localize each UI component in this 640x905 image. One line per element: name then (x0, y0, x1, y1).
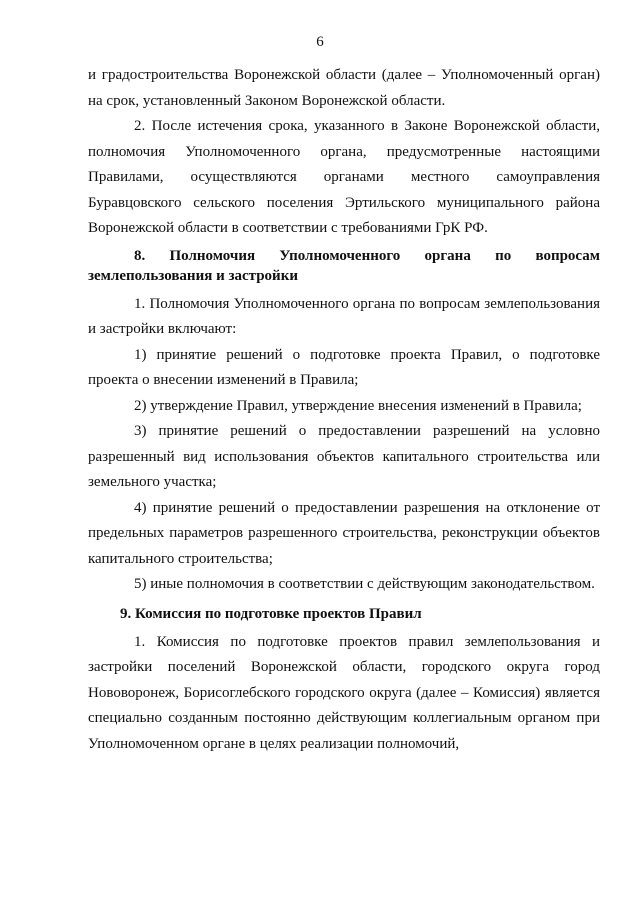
list-item-4: 4) принятие решений о предоставлении разрешения на отклонение от предельных параметров разрешенного строительства, реконструкции объектов капитального строительства; (88, 499, 600, 567)
list-item-3: 3) принятие решений о предоставлении разрешений на условно разрешенный вид использования объектов капитального строительства или земельного участка; (88, 423, 600, 490)
list-item-2: 2) утверждение Правил, утверждение внесения изменений в Правила; (134, 397, 582, 414)
list-item-5: 5) иные полномочия в соответствии с действующим законодательством. (134, 576, 595, 592)
paragraph-item-1: 1. Полномочия Уполномоченного органа по вопросам землепользования и застройки включают: (88, 295, 600, 337)
paragraph-commission: 1. Комиссия по подготовке проектов правил землепользования и застройки поселений Воронежской области, городского округа город Нововоронеж, Борисоглебского городского округа (далее – Комиссия) является специально созданным постоянно действующим коллегиальным органом при Уполномоченном органе в целях реализации полномочий, (88, 633, 600, 752)
document-body (88, 63, 600, 757)
paragraph-continuation: и градостроительства Воронежской области (далее – Уполномоченный орган) на срок, установленный Законом Воронежской области. (88, 67, 600, 109)
section-heading-9: 9. Комиссия по подготовке проектов Правил (120, 605, 422, 622)
section-heading-8: 8. Полномочия Уполномоченного органа по вопросам землепользования и застройки (88, 247, 600, 284)
page-number: 6 (316, 34, 324, 50)
list-item-1: 1) принятие решений о подготовке проекта Правил, о подготовке проекта о внесении изменений в Правила; (88, 346, 600, 388)
paragraph-item-2: 2. После истечения срока, указанного в Законе Воронежской области, полномочия Уполномоченного органа, предусмотренные настоящими Правилами, осуществляются органами местного самоуправления Буравцовского сельского поселения Эртильского муниципального района Воронежской области в соответствии с требованиями ГрК РФ. (88, 118, 600, 236)
